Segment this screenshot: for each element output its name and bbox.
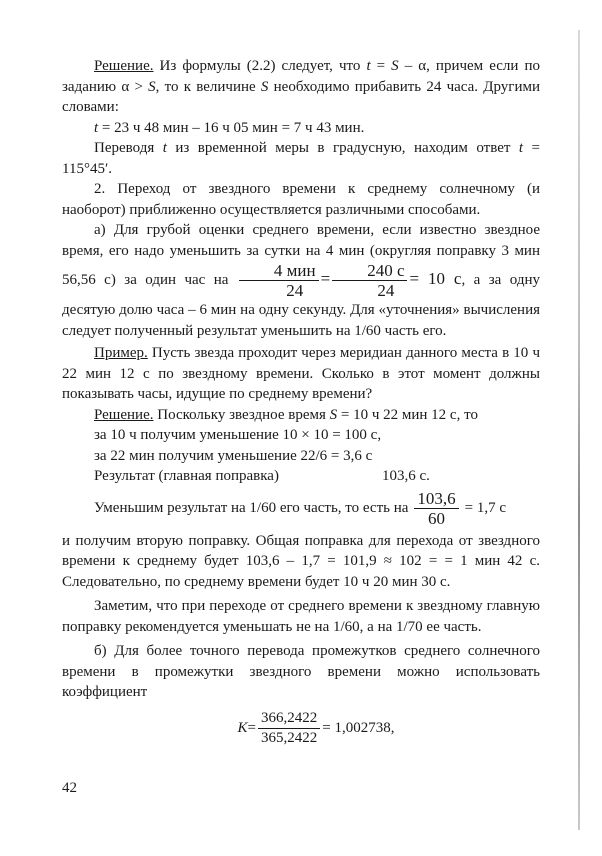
solution-label-2: Решение. (94, 406, 154, 423)
fraction-4min-24: $\frac{\text{4 мин}}{24}$ (239, 261, 319, 300)
note-paragraph: Заметим, что при переходе от среднего времени к звездному главную поправку рекомендуется уменьшать не на 1/60, а на 1/70 ее часть. (62, 598, 540, 635)
solution-paragraph-2: Решение. Поскольку звездное время S = 10 ч 22 мин 12 с, то (94, 406, 478, 423)
example-paragraph: Пример. Пусть звезда проходит через меридиан данного места в 10 ч 22 мин 12 с по звездному времени. Сколько в этот момент должны показывать часы, идущие по среднему времени? (62, 345, 540, 402)
rough-estimate-paragraph: а) Для грубой оценки среднего времени, если известно звездное время, его надо уменьшить за сутки на 4 мин (округляя поправку 3 мин 56,56 с) за один час на $\frac{\text{4 мин}}{24}$ = $\frac{240 с}{24}$ = 10 с, а за одну десятую долю часа – 6 мин на одну секунду. Для «уточнения» вычисления следует полученный результат уменьшить на 1/60 часть его. (62, 222, 540, 339)
fraction-103-6-60: $\frac{103,6}{60}$ (414, 489, 458, 528)
correction-line-1: за 10 ч получим уменьшение 10 × 10 = 100 с, (94, 427, 382, 443)
solution-paragraph-1: Решение. Из формулы (2.2) следует, что t = S – α, причем если по заданию α > S, то к величине S необходимо прибавить 24 часа. Другими словами: (62, 58, 540, 115)
correction-line-2: за 22 мин получим уменьшение 22/6 = 3,6 с (94, 447, 373, 464)
page-edge (578, 30, 580, 830)
second-correction-line: Уменьшим результат на 1/60 его часть, то есть на $\frac{103,6}{60}$ = 1,7 с (94, 489, 507, 528)
section-2-paragraph: 2. Переход от звездного времени к среднему солнечному (и наоборот) приближенно осуществляется различными способами. (62, 181, 540, 218)
total-correction-paragraph: и получим вторую поправку. Общая поправка для перехода от звездного времени к среднему будет 103,6 – 1,7 = 101,9 ≈ 102 = = 1 мин 42 с. Следовательно, по среднему времени будет 10 ч 20 мин 30 с. (62, 532, 540, 590)
page-number: 42 (62, 780, 77, 796)
coefficient-formula: K = $\frac{366,2422}{365,2422}$ = 1,002738, (237, 709, 395, 746)
fraction-240s-24: $\frac{240 с}{24}$ (332, 261, 407, 300)
answer-paragraph: Переводя t из временной меры в градусную, находим ответ t = 115°45′. (62, 140, 540, 177)
fraction-366-365: $\frac{366,2422}{365,2422}$ (258, 709, 320, 748)
document-page (62, 56, 540, 748)
precise-method-paragraph: б) Для более точного перевода промежутков среднего солнечного времени в промежутки звездного времени можно использовать коэффициент (62, 643, 540, 700)
example-label: Пример. (94, 345, 148, 361)
solution-label: Решение. (94, 58, 154, 74)
time-equation: t = 23 ч 48 мин – 16 ч 05 мин = 7 ч 43 мин. (94, 119, 365, 136)
main-correction-line: Результат (главная поправка) 103,6 с. (94, 468, 430, 484)
